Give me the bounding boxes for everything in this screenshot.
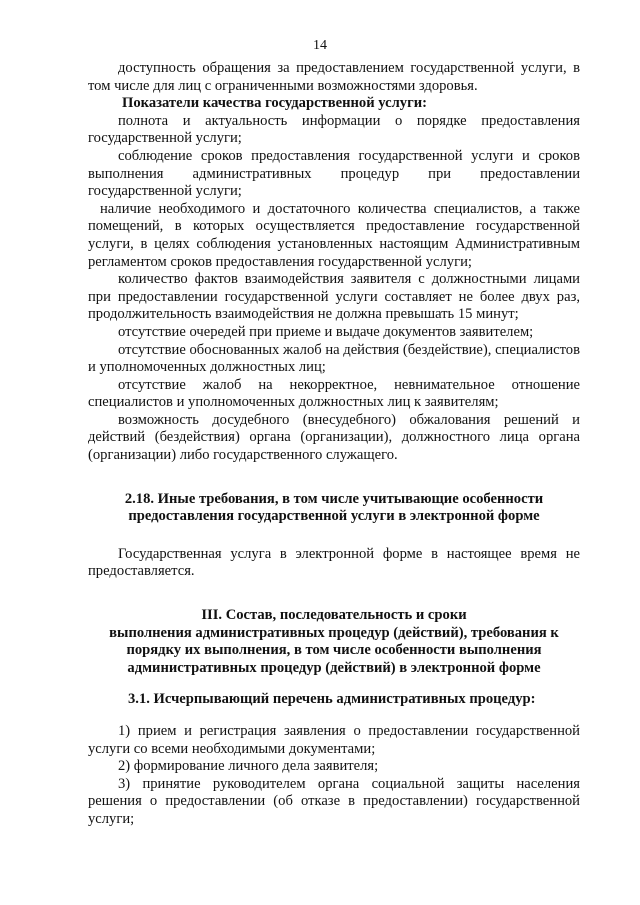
spacer xyxy=(88,709,580,723)
paragraph-accessibility: доступность обращения за предоставлением государственной услуги, в том числе для лиц с ограниченными возможностями здоровья. xyxy=(88,60,580,94)
quality-indicators-heading: Показатели качества государственной услуги: xyxy=(122,95,427,112)
section-iii-heading-line-1: III. Состав, последовательность и сроки xyxy=(201,607,467,624)
page-content xyxy=(88,60,580,829)
quality-item-incorrect-attitude: отсутствие жалоб на некорректное, невнимательное отношение специалистов и уполномоченных должностных лиц к заявителям; xyxy=(88,376,580,411)
procedure-item-3: 3) принятие руководителем органа социальной защиты населения решения о предоставлении (об отказе в предоставлении) государственной услуги; xyxy=(88,775,580,827)
paragraph-electronic-form: Государственная услуга в электронной форме в настоящее время не предоставляется. xyxy=(88,545,580,580)
quality-item-completeness: полнота и актуальность информации о порядке предоставления государственной услуги; xyxy=(88,112,580,147)
quality-item-queues: отсутствие очередей при приеме и выдаче документов заявителем; xyxy=(118,323,534,340)
spacer xyxy=(88,465,580,491)
quality-item-appeal: возможность досудебного (внесудебного) обжалования решений и действий (бездействия) органа (организации), должностного лица органа (организации) либо государственного служащего. xyxy=(88,411,580,464)
spacer xyxy=(88,526,580,546)
section-2-18-heading-line-2: предоставления государственной услуги в электронной форме xyxy=(128,508,540,525)
section-3-1-heading: 3.1. Исчерпывающий перечень административных процедур: xyxy=(128,691,536,708)
spacer xyxy=(88,581,580,607)
quality-item-deadlines: соблюдение сроков предоставления государственной услуги и сроков выполнения административных процедур при предоставлении государственной услуги; xyxy=(88,147,580,200)
section-iii-heading-line-2: выполнения административных процедур (действий), требования к xyxy=(109,624,559,641)
procedure-item-2: 2) формирование личного дела заявителя; xyxy=(118,758,379,775)
procedure-item-1: 1) прием и регистрация заявления о предоставлении государственной услуги со всеми необходимыми документами; xyxy=(88,723,580,757)
quality-item-complaints: отсутствие обоснованных жалоб на действия (бездействие), специалистов и уполномоченных должностных лиц; xyxy=(88,341,580,376)
section-2-18-heading-line-1: 2.18. Иные требования, в том числе учитывающие особенности xyxy=(124,490,544,507)
spacer xyxy=(88,677,580,691)
section-iii-heading-line-3: порядку их выполнения, в том числе особенности выполнения xyxy=(126,642,542,659)
page-number: 14 xyxy=(313,38,327,53)
section-iii-heading-line-4: административных процедур (действий) в электронной форме xyxy=(127,659,541,676)
quality-item-specialists: наличие необходимого и достаточного количества специалистов, а также помещений, в которых осуществляется предоставление государственной услуги, в целях соблюдения установленных настоящим Административным регламентом сроков предоставления государственной услуги; xyxy=(88,200,580,270)
quality-item-interactions: количество фактов взаимодействия заявителя с должностными лицами при предоставлении государственной услуги составляет не более двух раз, продолжительность взаимодействия не должна превышать 15 минут; xyxy=(88,271,580,323)
